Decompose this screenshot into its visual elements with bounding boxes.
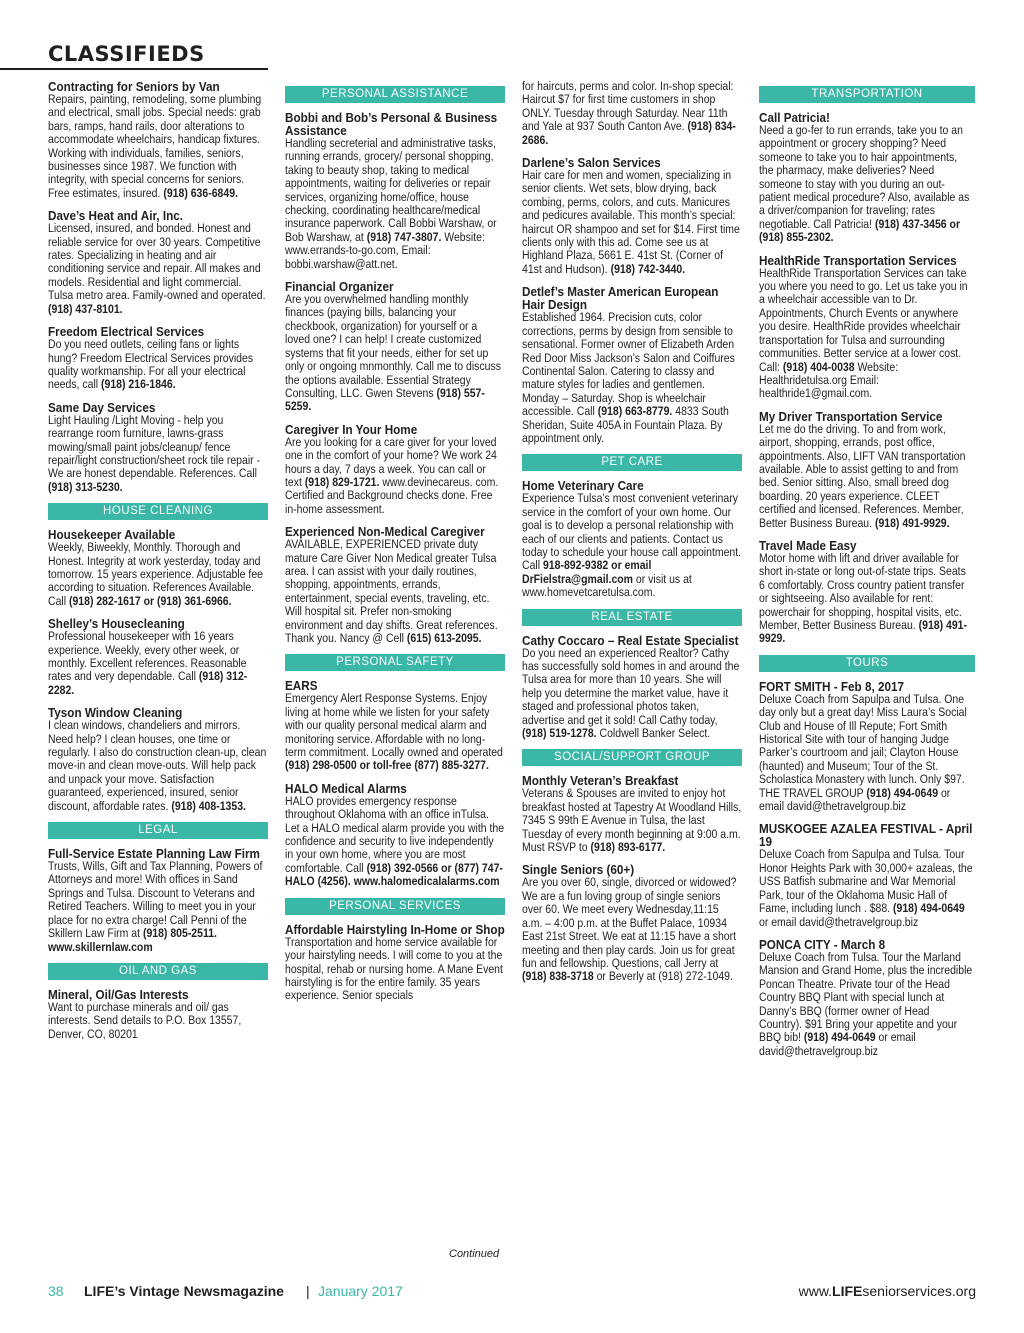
ad-contact: (918) 491-9929. xyxy=(759,618,967,646)
ad-body xyxy=(285,936,504,1003)
ad-title: Bobbi and Bob’s Personal & Business Assistance xyxy=(285,110,498,138)
classified-ad xyxy=(522,774,742,854)
ad-contact: (918) 404-0038 xyxy=(782,359,855,374)
classified-ad xyxy=(48,617,268,697)
classified-ad xyxy=(522,156,742,276)
ad-title: Single Seniors (60+) xyxy=(522,862,635,878)
ad-extra: or visit us at www.homevetcaretulsa.com. xyxy=(522,571,692,600)
ad-body xyxy=(522,647,741,741)
classified-ad xyxy=(759,254,975,401)
ad-body xyxy=(759,423,974,530)
column-1 xyxy=(48,80,268,1050)
ad-contact: (918) 491-9929. xyxy=(874,515,950,530)
ad-extra: or email david@thetravelgroup.biz xyxy=(759,1030,916,1058)
ad-body xyxy=(522,311,741,445)
ad-contact: (918) 557-5259. xyxy=(285,385,485,414)
ad-contact: (918) 313-5230. xyxy=(48,479,123,494)
ad-title: Caregiver In Your Home xyxy=(285,421,418,437)
issue-date: January 2017 xyxy=(318,1283,403,1299)
ad-title: FORT SMITH - Feb 8, 2017 xyxy=(759,678,904,694)
ad-contact: (918) 494-0649 xyxy=(803,1030,876,1045)
ad-title: MUSKOGEE AZALEA FESTIVAL - April 19 xyxy=(759,821,973,850)
ad-body xyxy=(48,541,267,608)
continued-note: Continued xyxy=(449,1248,500,1260)
ad-extra: or Beverly at (918) 272-1049. xyxy=(596,969,733,984)
ad-body xyxy=(759,848,974,928)
ad-text: Need a go-fer to run errands, take you to an appointment or grocery shopping? Need someone to take you to hair appointments, the pharmacy, make deliveries? Need someone to stay with you during an out-patient medical procedure? Also, available as a driver/companion for traveling; rates negotiable. Call Patricia! xyxy=(759,123,970,231)
ad-body xyxy=(48,338,267,392)
ad-title: HALO Medical Alarms xyxy=(285,780,407,796)
ad-text: Established 1964. Precision cuts, color corrections, perms by design from sensible to sensational. Former owner of Elizabeth Arden Red Door Miss Jackson’s Salon and Coiffures Continental Salon. Catering to classy and mature styles for ladies and gentlemen. Monday – Saturday. Shop is wheelchair accessible. Call xyxy=(522,310,735,419)
ad-contact: (918) 437-8101. xyxy=(48,301,123,316)
ad-body xyxy=(48,93,267,200)
ad-contact: (918) 519-1278. xyxy=(522,726,597,741)
ad-text: Licensed, insured, and bonded. Honest and reliable service for over 30 years. Competitive rates. Specializing in heating and air conditioning service and repair. All makes and models. Residential and light commercial. Tulsa metro area. Family-owned and operated. xyxy=(48,221,266,303)
ad-title: Financial Organizer xyxy=(285,279,394,295)
ad-text: Trusts, Wills, Gift and Tax Planning, Powers of Attorneys and more! With offices in Sand Springs and Tulsa. Discount to Veterans and Retired Teachers. Willing to meet you in your place for no extra charge! Call Penni of the Skillern Law Firm at xyxy=(48,859,263,941)
section-banner: REAL ESTATE xyxy=(522,609,742,626)
ad-body xyxy=(522,169,741,276)
ad-extra: 4833 South Sheridan, Suite 405A in Fountain Plaza. By appointment only. xyxy=(522,404,729,445)
ad-title: PONCA CITY - March 8 xyxy=(759,936,886,952)
ad-contact: (918) 494-0649 xyxy=(866,785,939,800)
ad-title: Full-Service Estate Planning Law Firm xyxy=(48,846,260,862)
ad-body xyxy=(759,951,974,1058)
column-4 xyxy=(759,80,975,1067)
classified-ad xyxy=(759,938,975,1058)
ad-contact: (615) 613-2095. xyxy=(406,631,482,645)
classified-ad xyxy=(285,423,505,516)
ad-text: Want to purchase minerals and oil/ gas interests. Send details to P.O. Box 13557, Denver, CO, 80201 xyxy=(48,999,242,1041)
ad-contact: (918) 742-3440. xyxy=(610,261,686,276)
ad-contact: (918) 282-1617 or (918) 361-6966. xyxy=(68,593,232,608)
ad-text: Deluxe Coach from Sapulpa and Tulsa. One day only but a great day! Miss Laura’s Social Club and House of Ill Repute; Fort Smith Historical Site with tour of hanging Judge Parker’s courtroom and jail; Clayton House (haunted) and Museum; Tour of the St. Scholastica Monastery with lunch. Only $97. THE TRAVEL GROUP xyxy=(759,691,967,800)
ad-extra: www.devinecareus. com. Certified and Background checks done. Free in-home assessment. xyxy=(285,474,499,516)
ad-contact: (918) 437-3456 or (918) 855-2302. xyxy=(759,216,961,245)
classified-ad xyxy=(285,923,505,1003)
classified-ad xyxy=(522,285,742,445)
ad-text: for haircuts, perms and color. In-shop special: Haircut $7 for first time customers in shop ONLY. Tuesday through Saturday. Near 11th and Yale at 937 South Canton Ave. xyxy=(522,79,734,134)
ad-text: Handling secreterial and administrative tasks, running errands, grocery/ personal shopping, taking to beauty shop, taking to medical appointments, waiting for deliveries or repair services, organizing home/office, house checking, coordinating healthcare/medical insurance paperwork. Call Bobbi Warshaw, or Bob Warshaw, at xyxy=(285,136,497,244)
ad-body xyxy=(48,630,267,697)
ad-title: Cathy Coccaro – Real Estate Specialist xyxy=(522,632,739,648)
ad-text: Professional housekeeper with 16 years experience. Weekly, every other week, or monthly. Excellent references. Reasonable rates and very dependable. Call xyxy=(48,629,247,684)
ad-text: Deluxe Coach from Tulsa. Tour the Marland Mansion and Grand Home, plus the incredible Poncan Theatre. Private tour of the Head Country BBQ Plant with special lunch at Danny’s BBQ (former owner of Head Country). $91 Bring your appetite and your BBQ bib! xyxy=(759,949,973,1045)
section-banner: PERSONAL SAFETY xyxy=(285,654,505,671)
ad-text: HealthRide Transportation Services can take you where you need to go. Let us take you in a wheelchair accessible van to Dr. Appointments, Church Events or anywhere you desire. HealthRide provides wheelchair transportation for Tulsa and surrounding communities. Better service at a lower cost. Call: xyxy=(759,265,968,374)
ad-title: My Driver Transportation Service xyxy=(759,408,943,424)
ad-extra: or email david@thetravelgroup.biz xyxy=(759,914,919,929)
classified-ad xyxy=(759,410,975,530)
classified-ad xyxy=(48,401,268,494)
ad-contact: (918) 494-0649 xyxy=(893,901,965,916)
ad-text: Deluxe Coach from Sapulpa and Tulsa. Tour Honor Heights Park with 30,000+ azaleas, the USS Batfish submarine and War Memorial Park, tour of the Oklahoma Music Hall of Fame, including lunch . $88. xyxy=(759,847,973,916)
ad-text: Are you overwhelmed handling monthly finances (paying bills, balancing your checkbook, organization) for yourself or a loved one? I can help! I create customized systems that fit your needs, either for set up only or ongoing mnmonthly. Call me to discuss the options available. Essential Strategy Consulting, LLC. Gwen Stevens xyxy=(285,292,501,400)
ad-body xyxy=(522,492,741,599)
ad-title: Monthly Veteran’s Breakfast xyxy=(522,773,679,789)
ad-text: I clean windows, chandeliers and mirrors. Need help? I clean houses, one time or regularly. I also do construction clean-up, clean move-in and clean move-outs. Will help pack and unpack your move. Satisfaction guaranteed, experienced, insured, senior discount, affordable rates. xyxy=(48,718,267,813)
classified-ad xyxy=(522,479,742,599)
section-banner: HOUSE CLEANING xyxy=(48,503,268,520)
section-banner: OIL AND GAS xyxy=(48,963,268,980)
ad-body xyxy=(48,719,267,813)
ad-text: AVAILABLE, EXPERIENCED private duty mature Care Giver Non Medical greater Tulsa area. I can assist with your daily routines, shopping, appointments, errands, entertainment, special events, traveling, etc. Will hospital sit. Prefer non-smoking environment and day shifts. Great references. Thank you. Nancy @ Cell xyxy=(285,537,498,645)
classified-ad xyxy=(759,111,975,245)
ad-body xyxy=(759,124,974,245)
page-title: CLASSIFIEDS xyxy=(48,42,205,66)
section-banner: PERSONAL ASSISTANCE xyxy=(285,86,505,103)
ad-title: Housekeeper Available xyxy=(48,527,176,543)
ad-title: HealthRide Transportation Services xyxy=(759,252,957,268)
ad-contact: (918) 834-2686. xyxy=(522,119,736,147)
ad-text: Repairs, painting, remodeling, some plumbing and electrical, small jobs. Special needs: grab bars, ramps, hand rails, door alterations to accommodate wheelchairs, handicap fixtures. Working with individuals, families, seniors, businesses since 1987. We function with integrity, with special concerns for seniors. Free estimates, insured. xyxy=(48,92,262,200)
ad-text: Hair care for men and women, specializing in senior clients. Wet sets, blow drying, back combing, perms, colors, and cuts. Manicures and pedicures available. This month’s special: haircut OR shampoo and set for $14. First time clients only with this ad. Come see us at Highland Plaza, 5661 E. 41st St. (Corner of 41st and Hudson). xyxy=(522,168,740,276)
ad-extra: or email david@thetravelgroup.biz xyxy=(759,785,951,814)
ad-text: Light Hauling /Light Moving - help you rearrange room furniture, lawns-grass mowing/small paint jobs/cleanup/ fence repair/light construction/sheet rock tile repair - We are honest dependable. References. Call xyxy=(48,412,261,481)
ad-contact: (918) 829-1721. xyxy=(304,474,380,489)
section-banner: TOURS xyxy=(759,655,975,672)
ad-contact: (918) 805-2511. www.skillernlaw.com xyxy=(48,926,217,954)
ad-title: Home Veterinary Care xyxy=(522,478,644,494)
ad-text: Let me do the driving. To and from work, airport, shopping, errands, post office, appointments. Also, LIFT VAN transportation available. Able to assist getting to and from bed. Senior sitting. Also, small breed dog boarding. 20 years experience. CLEET certified and licensed. References. Member, Better Business Bureau. xyxy=(759,421,966,530)
site-suffix: seniorservices.org xyxy=(862,1283,976,1299)
footer-separator: | xyxy=(306,1283,310,1299)
ad-body xyxy=(48,222,267,316)
classified-ad xyxy=(285,280,505,414)
ad-text: Are you over 60, single, divorced or widowed? We are a fun loving group of single seniors over 60. We meet every Wednesday,11:15 a.m. – 4:00 p.m. at the Buffet Palace, 10934 East 21st Street. We eat at 11:15 have a short meeting and then play cards. Join us for great fun and fellowship. Questions, call Jerry at xyxy=(522,875,737,970)
ad-body xyxy=(759,693,974,814)
classified-ad xyxy=(522,863,742,983)
ad-extra: Coldwell Banker Select. xyxy=(599,726,711,741)
section-banner: PERSONAL SERVICES xyxy=(285,898,505,915)
ad-body xyxy=(522,787,741,854)
classified-ad xyxy=(285,525,505,645)
ad-text: Motor home with lift and driver available for short in-state or long out-of-state trips. Seats 6 comfortably. Cross country patient transfer or sightseeing. Also available for rent: powerchair for shopping, hospital visits, etc. Member, Better Business Bureau. xyxy=(759,550,966,632)
ad-title: Shelley’s Housecleaning xyxy=(48,616,185,632)
ad-title: Freedom Electrical Services xyxy=(48,324,205,340)
classified-ad xyxy=(759,539,975,646)
website-link[interactable] xyxy=(799,1283,976,1299)
ad-text: Veterans & Spouses are invited to enjoy hot breakfast hosted at Tapestry At Woodland Hills, 7345 S 99th E Avenue in Tulsa, the last Tuesday of every month beginning at 9:00 a.m. Must RSVP to xyxy=(522,786,742,855)
ad-text: Do you need outlets, ceiling fans or lights hung? Freedom Electrical Services provides quality workmanship. For all your electrical needs, call xyxy=(48,337,254,392)
classified-ad xyxy=(285,679,505,772)
ad-title: Dave’s Heat and Air, Inc. xyxy=(48,208,184,224)
classified-ad xyxy=(48,528,268,608)
ad-contact: (918) 216-1846. xyxy=(101,377,176,392)
ad-text: Transportation and home service available for your hairstyling needs. I will come to you at the hospital, rehab or nursing home. A Mane Event hairstyling is for the entire family. 35 years experience. Senior specials xyxy=(285,934,503,1003)
ad-text: Do you need an experienced Realtor? Cathy has successfully sold homes in and around the Tulsa area for more than 10 years. She will help you determine the market value, have it staged and professional photos taken, advertise and get it sold! Call Cathy today, xyxy=(522,645,740,727)
ad-contact: (918) 408-1353. xyxy=(171,798,246,813)
ad-title: Darlene’s Salon Services xyxy=(522,155,661,171)
ad-body xyxy=(48,1001,267,1041)
column-3 xyxy=(522,80,742,993)
page-footer xyxy=(0,1283,1024,1303)
ad-body xyxy=(285,137,504,271)
classified-ad xyxy=(48,706,268,813)
ad-body xyxy=(48,860,267,954)
section-banner: LEGAL xyxy=(48,822,268,839)
classified-ad xyxy=(48,80,268,200)
classified-ad xyxy=(48,325,268,392)
ad-title: Tyson Window Cleaning xyxy=(48,705,183,721)
ad-contact: 918-892-9382 or email DrFielstra@gmail.com xyxy=(522,558,652,586)
ad-body xyxy=(522,80,741,147)
ad-body xyxy=(285,293,504,414)
ad-text: Experience Tulsa’s most convenient veterinary service in the comfort of your own home. Our goal is to develop a personal relationship with each of our clients and patients. Contact us today to schedule your house call appointment. Call xyxy=(522,491,742,573)
ad-contact: (918) 663-8779. xyxy=(597,404,673,419)
ad-text: Emergency Alert Response Systems. Enjoy living at home while we listen for your safety with our quality personal medical alarm and monitoring service. Affordable with no long-term commitment. Locally owned and operated xyxy=(285,691,503,760)
ad-title: Experienced Non-Medical Caregiver xyxy=(285,524,485,540)
section-banner: TRANSPORTATION xyxy=(759,86,975,103)
ad-title: Same Day Services xyxy=(48,399,156,415)
ad-body xyxy=(285,795,504,889)
ad-title: Affordable Hairstyling In-Home or Shop xyxy=(285,921,505,937)
classified-ad xyxy=(759,822,975,928)
classified-ad xyxy=(48,847,268,954)
ad-title: Detlef’s Master American European Hair Design xyxy=(522,284,719,313)
ad-contact: (918) 298-0500 or toll-free (877) 885-3277. xyxy=(285,758,489,773)
ad-contact: (918) 893-6177. xyxy=(590,840,666,855)
section-banner: SOCIAL/SUPPORT GROUP xyxy=(522,749,742,766)
ad-title: Call Patricia! xyxy=(759,110,830,125)
ad-body xyxy=(285,538,504,645)
ad-title: Travel Made Easy xyxy=(759,537,857,553)
classified-ad xyxy=(759,680,975,814)
ad-title: EARS xyxy=(285,678,318,694)
magazine-name: LIFE’s Vintage Newsmagazine xyxy=(84,1283,284,1299)
page-number: 38 xyxy=(48,1283,64,1299)
ad-body xyxy=(285,436,504,516)
classified-ad xyxy=(522,80,742,147)
ad-text: Weekly, Biweekly, Monthly. Thorough and Honest. Integrity at work yesterday, today and tomorrow. 15 years experience. Adjustable fee according to situation. References Available. Call xyxy=(48,540,263,608)
classified-ad xyxy=(522,634,742,741)
ad-title: Mineral, Oil/Gas Interests xyxy=(48,986,189,1002)
section-banner: PET CARE xyxy=(522,454,742,471)
ad-body xyxy=(759,267,974,401)
ad-title: Contracting for Seniors by Van xyxy=(48,79,220,94)
ad-extra: Website: Healthridetulsa.org Email: healthride1@gmail.com. xyxy=(759,359,899,401)
title-underline xyxy=(0,68,268,70)
ad-contact: (918) 312-2282. xyxy=(48,669,248,697)
site-bold: LIFE xyxy=(832,1283,863,1299)
ad-body xyxy=(48,414,267,494)
ad-contact: (918) 392-0566 or (877) 747-HALO (4256). www.halomedicalalarms.com xyxy=(285,860,503,889)
column-2 xyxy=(285,80,505,1012)
ad-text: HALO provides emergency response throughout Oklahoma with an office inTulsa. Let a HALO medical alarm provide you with the confidence and security to live independently in your own home, where you are most comfortable. Call xyxy=(285,793,505,875)
ad-body xyxy=(759,552,974,646)
classified-ad xyxy=(48,988,268,1041)
ad-contact: (918) 838-3718 xyxy=(522,969,594,984)
classified-ad xyxy=(285,111,505,271)
site-prefix: www. xyxy=(798,1283,833,1299)
ad-extra: Website: www.errands-to-go.com, Email: bobbi.warshaw@att.net. xyxy=(285,229,485,271)
classified-ad xyxy=(285,782,505,889)
ad-text: Are you looking for a care giver for your loved one in the comfort of your home? We work 24 hours a day, 7 days a week. You can call or text xyxy=(285,434,497,489)
ad-body xyxy=(285,692,504,772)
classified-ad xyxy=(48,209,268,316)
ad-contact: (918) 636-6849. xyxy=(163,185,238,200)
ad-contact: (918) 747-3807. xyxy=(366,229,442,244)
ad-body xyxy=(522,876,741,983)
